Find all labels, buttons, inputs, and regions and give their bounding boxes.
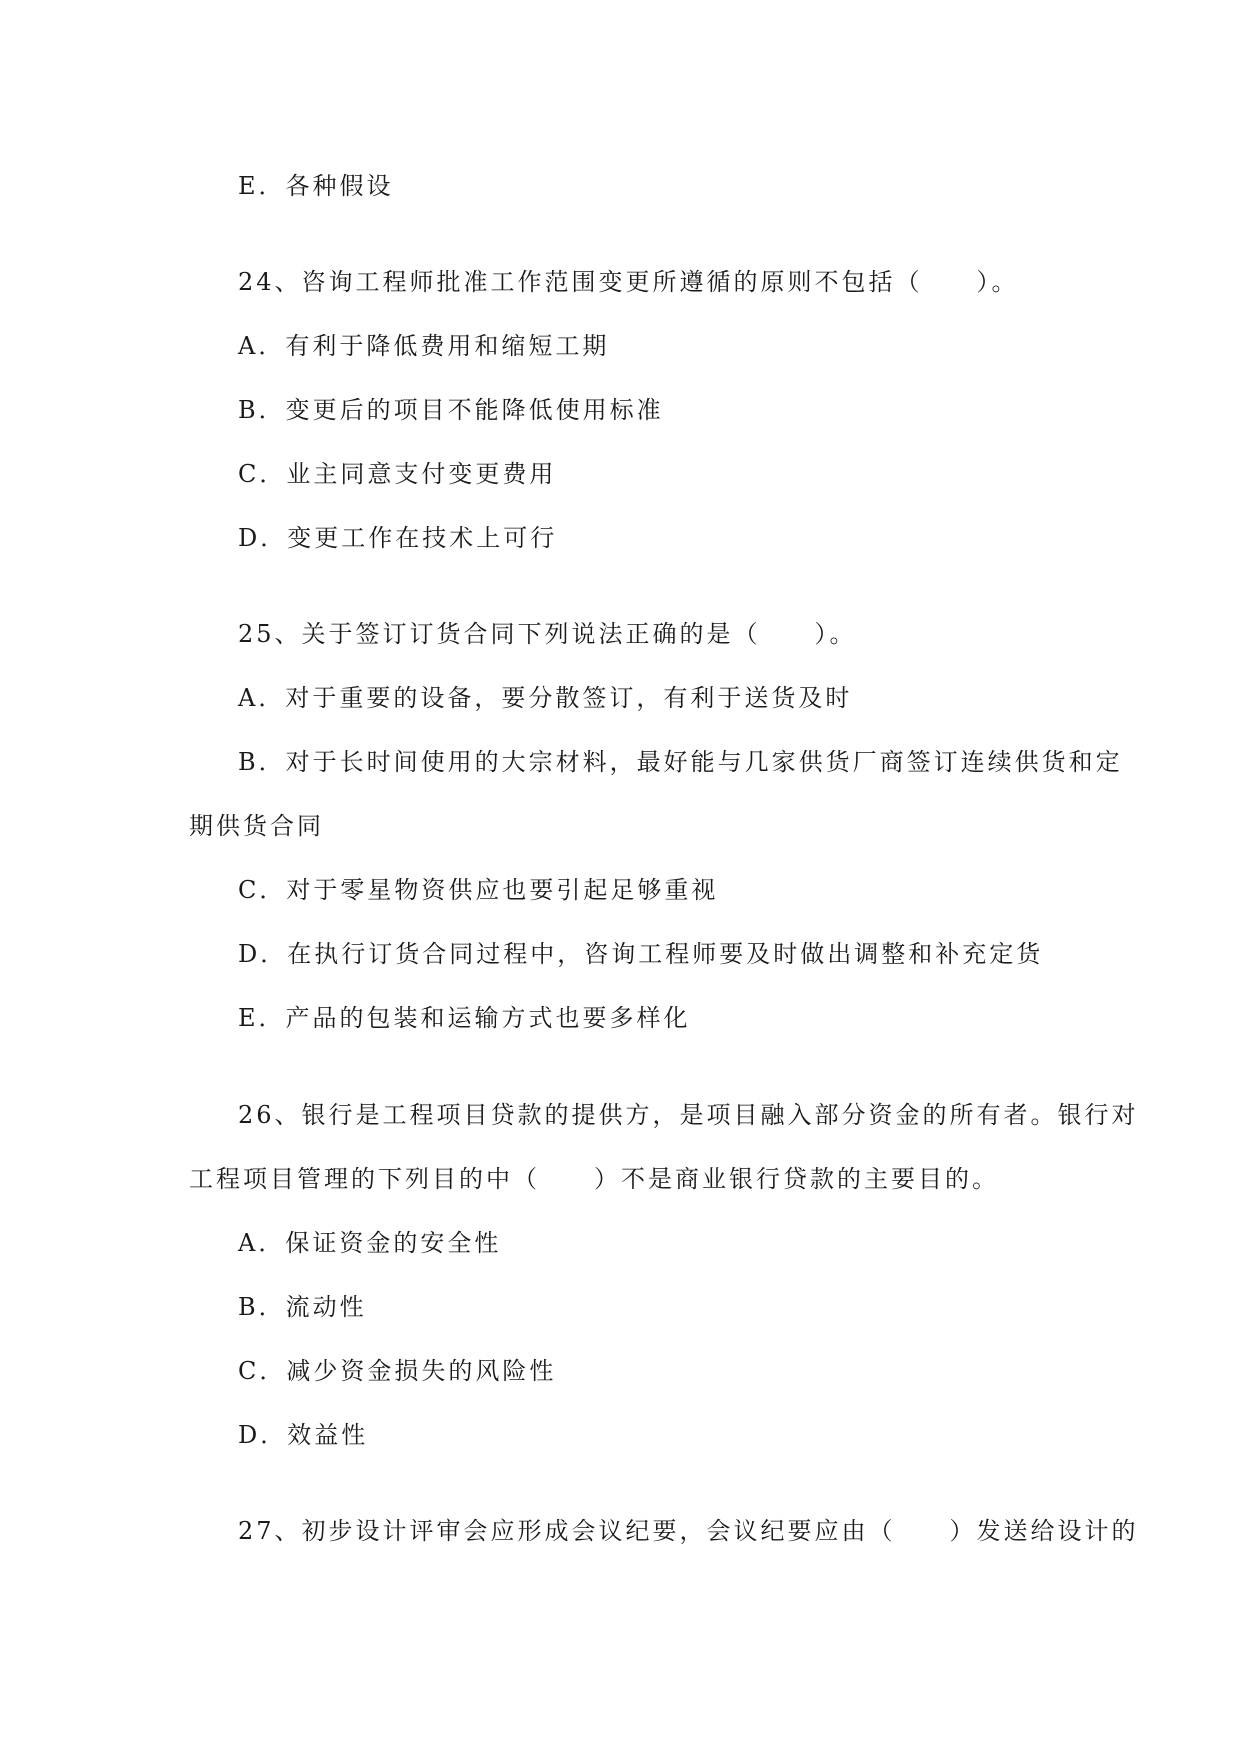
option-line: A．有利于降低费用和缩短工期	[238, 332, 610, 360]
option-line-continuation: 期供货合同	[189, 812, 324, 840]
option-line: A．保证资金的安全性	[238, 1229, 502, 1257]
option-line: B．变更后的项目不能降低使用标准	[238, 396, 664, 424]
option-line: C．业主同意支付变更费用	[238, 460, 557, 488]
option-line: D．效益性	[238, 1421, 369, 1449]
question-line: 24、咨询工程师批准工作范围变更所遵循的原则不包括（ ）。	[238, 268, 1019, 296]
question-line: 27、初步设计评审会应形成会议纪要，会议纪要应由（ ）发送给设计的	[238, 1517, 1139, 1545]
option-line: C．减少资金损失的风险性	[238, 1357, 557, 1385]
question-line-continuation: 工程项目管理的下列目的中（ ）不是商业银行贷款的主要目的。	[189, 1165, 999, 1193]
option-line: B．流动性	[238, 1293, 367, 1321]
option-line: B．对于长时间使用的大宗材料，最好能与几家供货厂商签订连续供货和定	[238, 748, 1123, 776]
option-line: E．各种假设	[238, 172, 394, 200]
option-line: E．产品的包装和运输方式也要多样化	[238, 1004, 691, 1032]
option-line: D．在执行订货合同过程中，咨询工程师要及时做出调整和补充定货	[238, 940, 1044, 968]
question-line: 26、银行是工程项目贷款的提供方，是项目融入部分资金的所有者。银行对	[238, 1101, 1139, 1129]
option-line: A．对于重要的设备，要分散签订，有利于送货及时	[238, 684, 853, 712]
option-line: C．对于零星物资供应也要引起足够重视	[238, 876, 719, 904]
question-line: 25、关于签订订货合同下列说法正确的是（ ）。	[238, 620, 857, 648]
option-line: D．变更工作在技术上可行	[238, 524, 558, 552]
